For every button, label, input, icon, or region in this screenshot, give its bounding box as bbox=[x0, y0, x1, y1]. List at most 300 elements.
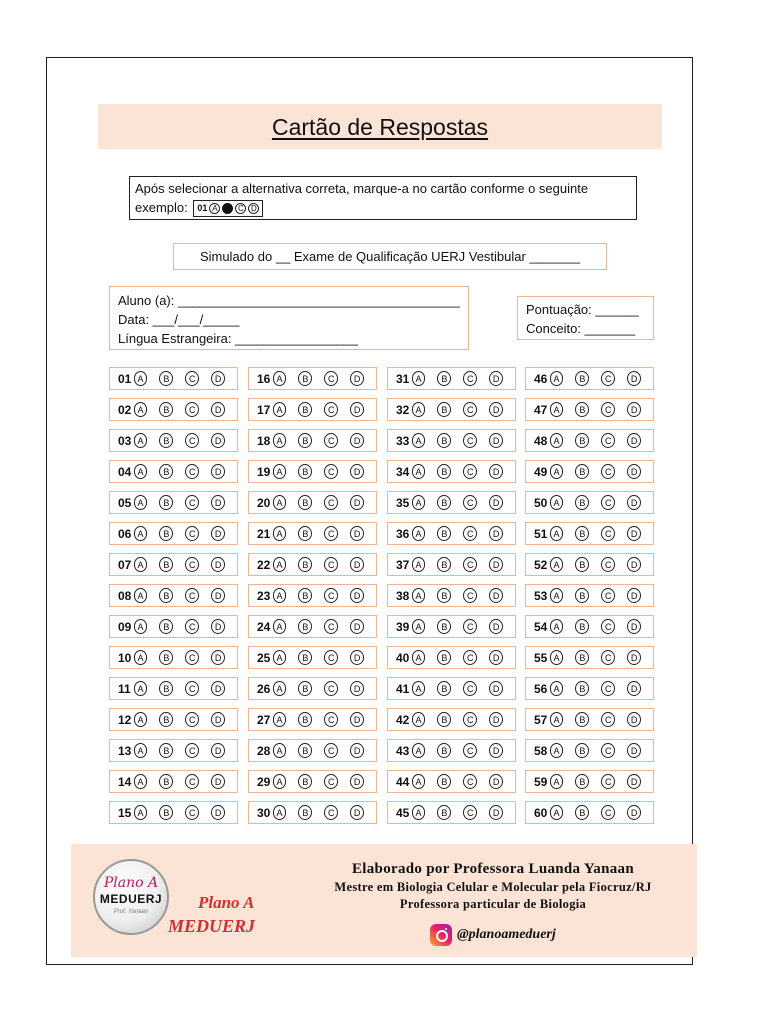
answer-bubble-b[interactable]: B bbox=[437, 464, 451, 479]
question-number: 18 bbox=[257, 433, 271, 448]
answer-bubble-d[interactable]: D bbox=[489, 402, 503, 417]
answer-bubble-d[interactable]: D bbox=[211, 619, 225, 634]
instructions-line1: Após selecionar a alternativa correta, marque-a no cartão conforme o seguinte bbox=[135, 181, 589, 196]
answer-bubble-c[interactable]: C bbox=[324, 464, 338, 479]
answer-bubble-b[interactable]: B bbox=[298, 464, 312, 479]
answer-bubble-a[interactable]: A bbox=[550, 743, 564, 758]
answer-bubble-d[interactable]: D bbox=[211, 774, 225, 789]
answer-row bbox=[248, 429, 377, 452]
answer-row bbox=[109, 367, 238, 390]
question-number: 28 bbox=[257, 743, 271, 758]
answer-bubble-b[interactable]: B bbox=[298, 402, 312, 417]
answer-bubble-d[interactable]: D bbox=[627, 495, 641, 510]
answer-bubble-a[interactable]: A bbox=[550, 433, 564, 448]
answer-bubble-a[interactable]: A bbox=[134, 805, 148, 820]
answer-bubble-d[interactable]: D bbox=[489, 495, 503, 510]
answer-bubble-c[interactable]: C bbox=[601, 526, 615, 541]
answer-bubble-c[interactable]: C bbox=[185, 402, 199, 417]
answer-bubble-c[interactable]: C bbox=[185, 433, 199, 448]
answer-bubble-d[interactable]: D bbox=[350, 433, 364, 448]
answer-bubble-a[interactable]: A bbox=[550, 464, 564, 479]
answer-bubble-a[interactable]: A bbox=[412, 650, 426, 665]
answer-bubble-a[interactable]: A bbox=[550, 495, 564, 510]
answer-bubble-b[interactable]: B bbox=[437, 650, 451, 665]
answer-bubble-c[interactable]: C bbox=[185, 774, 199, 789]
answer-bubble-a[interactable]: A bbox=[550, 681, 564, 696]
answer-bubble-b[interactable]: B bbox=[298, 743, 312, 758]
answer-bubble-d[interactable]: D bbox=[627, 681, 641, 696]
answer-bubble-a[interactable]: A bbox=[134, 650, 148, 665]
example-answer bbox=[193, 200, 263, 217]
answer-bubble-c[interactable]: C bbox=[324, 681, 338, 696]
answer-bubble-a[interactable]: A bbox=[550, 588, 564, 603]
answer-bubble-d[interactable]: D bbox=[211, 526, 225, 541]
answer-bubble-d[interactable]: D bbox=[489, 526, 503, 541]
question-number: 53 bbox=[534, 588, 548, 603]
question-number: 03 bbox=[118, 433, 132, 448]
answer-bubble-b[interactable]: B bbox=[159, 588, 173, 603]
answer-bubble-c[interactable]: C bbox=[463, 774, 477, 789]
plano-a-logo bbox=[93, 859, 169, 935]
answer-bubble-a[interactable]: A bbox=[134, 619, 148, 634]
answer-bubble-a[interactable]: A bbox=[550, 805, 564, 820]
date-field[interactable]: Data: ___/___/_____ bbox=[118, 312, 240, 327]
answer-bubble-d[interactable]: D bbox=[211, 743, 225, 758]
answer-bubble-d[interactable]: D bbox=[489, 557, 503, 572]
question-number: 22 bbox=[257, 557, 271, 572]
answer-bubble-c[interactable]: C bbox=[463, 433, 477, 448]
answer-bubble-b[interactable]: B bbox=[575, 433, 589, 448]
answer-bubble-a[interactable]: A bbox=[412, 557, 426, 572]
answer-bubble-c[interactable]: C bbox=[324, 557, 338, 572]
answer-bubble-a[interactable]: A bbox=[412, 526, 426, 541]
answer-bubble-b[interactable]: B bbox=[575, 588, 589, 603]
answer-bubble-d[interactable]: D bbox=[350, 619, 364, 634]
answer-bubble-c[interactable]: C bbox=[324, 402, 338, 417]
answer-bubble-c[interactable]: C bbox=[463, 650, 477, 665]
answer-bubble-b[interactable]: B bbox=[159, 805, 173, 820]
answer-bubble-d[interactable]: D bbox=[489, 805, 503, 820]
answer-bubble-a[interactable]: A bbox=[412, 588, 426, 603]
answer-bubble-b[interactable]: B bbox=[298, 495, 312, 510]
answer-bubble-b[interactable]: B bbox=[575, 650, 589, 665]
answer-bubble-c[interactable]: C bbox=[324, 433, 338, 448]
answer-row bbox=[248, 615, 377, 638]
answer-bubble-b[interactable]: B bbox=[159, 526, 173, 541]
answer-bubble-b[interactable]: B bbox=[437, 526, 451, 541]
answer-bubble-a[interactable]: A bbox=[273, 805, 287, 820]
answer-bubble-b[interactable]: B bbox=[575, 495, 589, 510]
answer-bubble-d[interactable]: D bbox=[489, 588, 503, 603]
answer-bubble-b[interactable]: B bbox=[159, 371, 173, 386]
answer-bubble-b[interactable]: B bbox=[298, 619, 312, 634]
answer-row bbox=[525, 429, 654, 452]
answer-bubble-b[interactable]: B bbox=[298, 650, 312, 665]
answer-bubble-a[interactable]: A bbox=[134, 464, 148, 479]
answer-bubble-d[interactable]: D bbox=[489, 433, 503, 448]
answer-bubble-a[interactable]: A bbox=[273, 557, 287, 572]
answer-bubble-c[interactable]: C bbox=[601, 371, 615, 386]
answer-bubble-d[interactable]: D bbox=[350, 557, 364, 572]
answer-bubble-c[interactable]: C bbox=[185, 619, 199, 634]
answer-bubble-d[interactable]: D bbox=[350, 650, 364, 665]
answer-bubble-d[interactable]: D bbox=[350, 805, 364, 820]
answer-bubble-a[interactable]: A bbox=[273, 402, 287, 417]
answer-row bbox=[248, 801, 377, 824]
answer-bubble-b[interactable]: B bbox=[298, 712, 312, 727]
answer-bubble-b[interactable]: B bbox=[159, 774, 173, 789]
answer-bubble-c[interactable]: C bbox=[601, 557, 615, 572]
answer-bubble-a[interactable]: A bbox=[273, 774, 287, 789]
question-number: 27 bbox=[257, 712, 271, 727]
answer-bubble-b[interactable]: B bbox=[575, 402, 589, 417]
answer-row bbox=[525, 615, 654, 638]
answer-bubble-c[interactable]: C bbox=[463, 681, 477, 696]
answer-row bbox=[248, 646, 377, 669]
answer-bubble-c[interactable]: C bbox=[185, 743, 199, 758]
answer-bubble-b[interactable]: B bbox=[298, 774, 312, 789]
answer-bubble-d[interactable]: D bbox=[211, 402, 225, 417]
answer-bubble-a[interactable]: A bbox=[550, 557, 564, 572]
instagram-handle[interactable] bbox=[430, 924, 556, 946]
answer-bubble-b[interactable]: B bbox=[437, 495, 451, 510]
answer-bubble-d[interactable]: D bbox=[627, 774, 641, 789]
answer-bubble-d[interactable]: D bbox=[489, 371, 503, 386]
answer-bubble-d[interactable]: D bbox=[489, 743, 503, 758]
answer-bubble-d[interactable]: D bbox=[489, 712, 503, 727]
answer-bubble-c[interactable]: C bbox=[601, 433, 615, 448]
answer-bubble-a[interactable]: A bbox=[134, 588, 148, 603]
answer-row bbox=[387, 708, 516, 731]
answer-row bbox=[248, 677, 377, 700]
question-number: 37 bbox=[396, 557, 410, 572]
answer-bubble-d[interactable]: D bbox=[489, 774, 503, 789]
answer-bubble-c[interactable]: C bbox=[601, 650, 615, 665]
answer-bubble-d[interactable]: D bbox=[350, 526, 364, 541]
question-number: 02 bbox=[118, 402, 132, 417]
example-bubble-c: C bbox=[235, 203, 246, 214]
answer-row bbox=[525, 708, 654, 731]
concept-field[interactable]: Conceito: _______ bbox=[526, 321, 636, 336]
question-number: 48 bbox=[534, 433, 548, 448]
answer-bubble-b[interactable]: B bbox=[437, 681, 451, 696]
question-number: 41 bbox=[396, 681, 410, 696]
answer-bubble-d[interactable]: D bbox=[350, 588, 364, 603]
answer-bubble-a[interactable]: A bbox=[273, 464, 287, 479]
answer-bubble-d[interactable]: D bbox=[211, 712, 225, 727]
answer-bubble-d[interactable]: D bbox=[627, 557, 641, 572]
answer-row bbox=[109, 708, 238, 731]
answer-bubble-c[interactable]: C bbox=[463, 557, 477, 572]
answer-bubble-b[interactable]: B bbox=[159, 743, 173, 758]
points-field[interactable]: Pontuação: ______ bbox=[526, 302, 639, 317]
answer-row bbox=[525, 584, 654, 607]
answer-bubble-b[interactable]: B bbox=[575, 743, 589, 758]
answer-bubble-b[interactable]: B bbox=[437, 402, 451, 417]
answer-bubble-b[interactable]: B bbox=[437, 743, 451, 758]
answer-bubble-b[interactable]: B bbox=[159, 464, 173, 479]
answer-bubble-a[interactable]: A bbox=[273, 712, 287, 727]
student-name-field[interactable]: Aluno (a): _______________________________________ bbox=[118, 293, 460, 308]
answer-bubble-b[interactable]: B bbox=[437, 433, 451, 448]
answer-bubble-c[interactable]: C bbox=[463, 526, 477, 541]
question-number: 44 bbox=[396, 774, 410, 789]
answer-bubble-c[interactable]: C bbox=[601, 619, 615, 634]
answer-bubble-b[interactable]: B bbox=[575, 619, 589, 634]
question-number: 14 bbox=[118, 774, 132, 789]
answer-row bbox=[109, 553, 238, 576]
answer-bubble-c[interactable]: C bbox=[463, 495, 477, 510]
answer-bubble-c[interactable]: C bbox=[601, 743, 615, 758]
answer-row bbox=[525, 739, 654, 762]
instagram-text: @planoameduerj bbox=[457, 927, 556, 942]
answer-bubble-b[interactable]: B bbox=[298, 433, 312, 448]
answer-bubble-b[interactable]: B bbox=[298, 588, 312, 603]
answer-bubble-a[interactable]: A bbox=[412, 743, 426, 758]
answer-bubble-c[interactable]: C bbox=[185, 681, 199, 696]
answer-bubble-b[interactable]: B bbox=[159, 681, 173, 696]
answer-bubble-c[interactable]: C bbox=[324, 371, 338, 386]
question-number: 21 bbox=[257, 526, 271, 541]
answer-bubble-b[interactable]: B bbox=[437, 619, 451, 634]
answer-bubble-c[interactable]: C bbox=[324, 526, 338, 541]
answer-bubble-a[interactable]: A bbox=[412, 371, 426, 386]
answer-bubble-d[interactable]: D bbox=[489, 650, 503, 665]
answer-bubble-a[interactable]: A bbox=[273, 371, 287, 386]
answer-bubble-c[interactable]: C bbox=[463, 619, 477, 634]
answer-bubble-a[interactable]: A bbox=[273, 588, 287, 603]
answer-bubble-a[interactable]: A bbox=[134, 371, 148, 386]
question-number: 07 bbox=[118, 557, 132, 572]
answer-bubble-d[interactable]: D bbox=[350, 743, 364, 758]
answer-row bbox=[387, 739, 516, 762]
answer-bubble-c[interactable]: C bbox=[324, 712, 338, 727]
answer-bubble-b[interactable]: B bbox=[159, 557, 173, 572]
question-number: 32 bbox=[396, 402, 410, 417]
answer-bubble-d[interactable]: D bbox=[350, 774, 364, 789]
answer-bubble-c[interactable]: C bbox=[463, 805, 477, 820]
answer-bubble-d[interactable]: D bbox=[627, 650, 641, 665]
answer-bubble-a[interactable]: A bbox=[134, 402, 148, 417]
answer-bubble-a[interactable]: A bbox=[273, 433, 287, 448]
question-number: 19 bbox=[257, 464, 271, 479]
answer-bubble-b[interactable]: B bbox=[298, 805, 312, 820]
answer-bubble-c[interactable]: C bbox=[463, 712, 477, 727]
answer-bubble-b[interactable]: B bbox=[437, 588, 451, 603]
answer-bubble-b[interactable]: B bbox=[159, 712, 173, 727]
answer-bubble-a[interactable]: A bbox=[134, 557, 148, 572]
answer-bubble-c[interactable]: C bbox=[601, 681, 615, 696]
answer-bubble-b[interactable]: B bbox=[159, 433, 173, 448]
answer-bubble-b[interactable]: B bbox=[159, 650, 173, 665]
answer-bubble-d[interactable]: D bbox=[627, 464, 641, 479]
answer-bubble-b[interactable]: B bbox=[575, 805, 589, 820]
answer-bubble-a[interactable]: A bbox=[550, 526, 564, 541]
answer-bubble-a[interactable]: A bbox=[134, 743, 148, 758]
answer-bubble-d[interactable]: D bbox=[627, 402, 641, 417]
answer-bubble-c[interactable]: C bbox=[463, 588, 477, 603]
answer-bubble-b[interactable]: B bbox=[575, 774, 589, 789]
question-number: 56 bbox=[534, 681, 548, 696]
answer-bubble-d[interactable]: D bbox=[350, 495, 364, 510]
instructions-box bbox=[129, 176, 637, 220]
question-number: 16 bbox=[257, 371, 271, 386]
answer-bubble-a[interactable]: A bbox=[273, 619, 287, 634]
question-number: 17 bbox=[257, 402, 271, 417]
answer-bubble-d[interactable]: D bbox=[211, 371, 225, 386]
answer-bubble-b[interactable]: B bbox=[437, 557, 451, 572]
answer-bubble-b[interactable]: B bbox=[575, 464, 589, 479]
answer-bubble-a[interactable]: A bbox=[550, 774, 564, 789]
answer-bubble-a[interactable]: A bbox=[134, 526, 148, 541]
answer-row bbox=[387, 398, 516, 421]
answer-bubble-a[interactable]: A bbox=[412, 402, 426, 417]
answer-bubble-d[interactable]: D bbox=[350, 712, 364, 727]
answer-bubble-d[interactable]: D bbox=[211, 557, 225, 572]
question-number: 49 bbox=[534, 464, 548, 479]
answer-bubble-c[interactable]: C bbox=[185, 588, 199, 603]
answer-bubble-d[interactable]: D bbox=[211, 495, 225, 510]
answer-bubble-c[interactable]: C bbox=[463, 743, 477, 758]
logo-text-top: Plano A bbox=[103, 875, 159, 891]
answer-bubble-b[interactable]: B bbox=[298, 526, 312, 541]
answer-row bbox=[525, 367, 654, 390]
answer-bubble-a[interactable]: A bbox=[134, 495, 148, 510]
foreign-language-field[interactable]: Língua Estrangeira: _________________ bbox=[118, 331, 358, 346]
answer-bubble-c[interactable]: C bbox=[601, 588, 615, 603]
answer-bubble-b[interactable]: B bbox=[298, 681, 312, 696]
answer-bubble-b[interactable]: B bbox=[298, 371, 312, 386]
answer-bubble-a[interactable]: A bbox=[273, 681, 287, 696]
answer-bubble-d[interactable]: D bbox=[627, 712, 641, 727]
answer-bubble-c[interactable]: C bbox=[185, 526, 199, 541]
answer-bubble-a[interactable]: A bbox=[550, 619, 564, 634]
answer-bubble-d[interactable]: D bbox=[627, 371, 641, 386]
answer-bubble-d[interactable]: D bbox=[489, 619, 503, 634]
answer-bubble-c[interactable]: C bbox=[324, 588, 338, 603]
answer-bubble-a[interactable]: A bbox=[550, 402, 564, 417]
answer-bubble-a[interactable]: A bbox=[412, 433, 426, 448]
answer-bubble-a[interactable]: A bbox=[412, 805, 426, 820]
answer-bubble-a[interactable]: A bbox=[273, 495, 287, 510]
answer-bubble-d[interactable]: D bbox=[211, 805, 225, 820]
answer-bubble-a[interactable]: A bbox=[273, 650, 287, 665]
answer-bubble-c[interactable]: C bbox=[185, 371, 199, 386]
answer-bubble-b[interactable]: B bbox=[437, 774, 451, 789]
answer-bubble-d[interactable]: D bbox=[627, 433, 641, 448]
answer-bubble-a[interactable]: A bbox=[412, 681, 426, 696]
answer-bubble-a[interactable]: A bbox=[134, 774, 148, 789]
answer-bubble-c[interactable]: C bbox=[601, 402, 615, 417]
answer-bubble-b[interactable]: B bbox=[159, 495, 173, 510]
answer-bubble-a[interactable]: A bbox=[412, 495, 426, 510]
answer-bubble-a[interactable]: A bbox=[273, 526, 287, 541]
answer-bubble-c[interactable]: C bbox=[185, 557, 199, 572]
answer-bubble-d[interactable]: D bbox=[211, 433, 225, 448]
answer-bubble-b[interactable]: B bbox=[575, 526, 589, 541]
answer-row bbox=[109, 584, 238, 607]
answer-bubble-a[interactable]: A bbox=[412, 619, 426, 634]
answer-bubble-c[interactable]: C bbox=[324, 743, 338, 758]
answer-bubble-d[interactable]: D bbox=[627, 588, 641, 603]
question-number: 08 bbox=[118, 588, 132, 603]
answer-bubble-a[interactable]: A bbox=[134, 681, 148, 696]
answer-bubble-d[interactable]: D bbox=[627, 619, 641, 634]
answer-bubble-a[interactable]: A bbox=[412, 464, 426, 479]
answer-row bbox=[387, 367, 516, 390]
answer-bubble-a[interactable]: A bbox=[412, 774, 426, 789]
answer-bubble-d[interactable]: D bbox=[627, 526, 641, 541]
answer-bubble-d[interactable]: D bbox=[350, 371, 364, 386]
answer-bubble-c[interactable]: C bbox=[185, 495, 199, 510]
answer-bubble-d[interactable]: D bbox=[627, 743, 641, 758]
answer-bubble-c[interactable]: C bbox=[324, 495, 338, 510]
answer-bubble-b[interactable]: B bbox=[437, 712, 451, 727]
answer-bubble-c[interactable]: C bbox=[463, 464, 477, 479]
answer-bubble-a[interactable]: A bbox=[134, 433, 148, 448]
answer-bubble-b[interactable]: B bbox=[437, 805, 451, 820]
answer-bubble-c[interactable]: C bbox=[324, 774, 338, 789]
answer-bubble-d[interactable]: D bbox=[627, 805, 641, 820]
answer-bubble-d[interactable]: D bbox=[350, 464, 364, 479]
answer-bubble-b[interactable]: B bbox=[159, 402, 173, 417]
answer-bubble-c[interactable]: C bbox=[601, 495, 615, 510]
answer-bubble-c[interactable]: C bbox=[324, 805, 338, 820]
question-number: 59 bbox=[534, 774, 548, 789]
answer-row bbox=[387, 801, 516, 824]
answer-bubble-b[interactable]: B bbox=[575, 557, 589, 572]
answer-bubble-b[interactable]: B bbox=[159, 619, 173, 634]
answer-bubble-c[interactable]: C bbox=[185, 712, 199, 727]
answer-bubble-c[interactable]: C bbox=[463, 371, 477, 386]
answer-bubble-a[interactable]: A bbox=[412, 712, 426, 727]
answer-bubble-c[interactable]: C bbox=[324, 650, 338, 665]
answer-bubble-c[interactable]: C bbox=[463, 402, 477, 417]
instructions-line2 bbox=[135, 198, 631, 217]
answer-bubble-b[interactable]: B bbox=[575, 712, 589, 727]
question-number: 57 bbox=[534, 712, 548, 727]
answer-bubble-c[interactable]: C bbox=[185, 805, 199, 820]
answer-bubble-b[interactable]: B bbox=[575, 371, 589, 386]
answer-bubble-c[interactable]: C bbox=[324, 619, 338, 634]
answer-row bbox=[525, 801, 654, 824]
answer-bubble-a[interactable]: A bbox=[134, 712, 148, 727]
answer-bubble-d[interactable]: D bbox=[211, 681, 225, 696]
answer-bubble-c[interactable]: C bbox=[185, 464, 199, 479]
answer-bubble-c[interactable]: C bbox=[601, 712, 615, 727]
answer-bubble-a[interactable]: A bbox=[550, 712, 564, 727]
answer-bubble-a[interactable]: A bbox=[550, 650, 564, 665]
answer-bubble-c[interactable]: C bbox=[185, 650, 199, 665]
answer-bubble-a[interactable]: A bbox=[550, 371, 564, 386]
answer-bubble-c[interactable]: C bbox=[601, 464, 615, 479]
answer-bubble-d[interactable]: D bbox=[211, 650, 225, 665]
answer-bubble-d[interactable]: D bbox=[350, 402, 364, 417]
answer-bubble-b[interactable]: B bbox=[437, 371, 451, 386]
answer-bubble-c[interactable]: C bbox=[601, 805, 615, 820]
answer-bubble-d[interactable]: D bbox=[489, 464, 503, 479]
answer-row bbox=[109, 398, 238, 421]
answer-bubble-a[interactable]: A bbox=[273, 743, 287, 758]
answer-bubble-d[interactable]: D bbox=[211, 588, 225, 603]
answer-bubble-d[interactable]: D bbox=[350, 681, 364, 696]
answer-bubble-d[interactable]: D bbox=[489, 681, 503, 696]
answer-bubble-b[interactable]: B bbox=[575, 681, 589, 696]
answer-bubble-b[interactable]: B bbox=[298, 557, 312, 572]
question-number: 47 bbox=[534, 402, 548, 417]
answer-bubble-d[interactable]: D bbox=[211, 464, 225, 479]
answer-bubble-c[interactable]: C bbox=[601, 774, 615, 789]
